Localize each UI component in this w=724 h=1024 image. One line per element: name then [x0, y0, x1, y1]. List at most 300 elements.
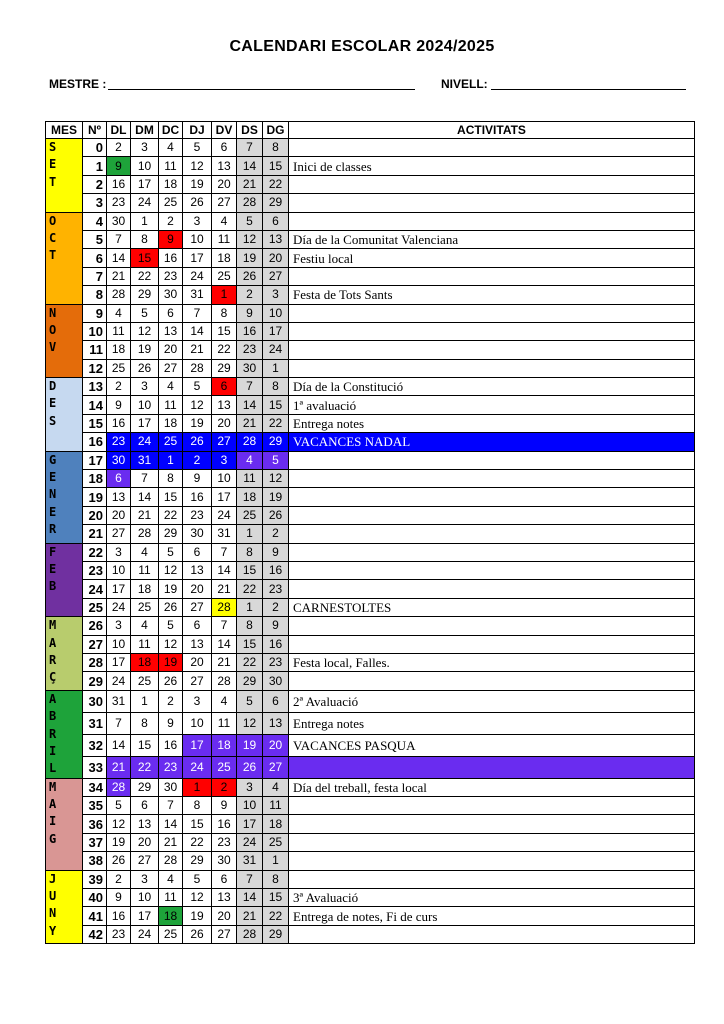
day-cell: 28	[131, 525, 159, 543]
day-cell: 30	[183, 525, 212, 543]
day-cell: 5	[107, 797, 131, 815]
day-cell: 7	[237, 139, 263, 157]
day-cell: 5	[159, 617, 183, 635]
activity-cell	[289, 561, 695, 579]
activity-cell	[289, 451, 695, 469]
day-cell: 6	[212, 139, 237, 157]
month-cell	[46, 870, 83, 944]
col-header: DS	[237, 122, 263, 139]
day-cell: 12	[183, 889, 212, 907]
day-cell: 16	[237, 322, 263, 340]
week-number: 18	[83, 470, 107, 488]
day-cell: 22	[237, 653, 263, 671]
activity-cell	[289, 194, 695, 212]
day-cell: 23	[263, 580, 289, 598]
day-cell: 26	[183, 194, 212, 212]
day-cell: 26	[237, 267, 263, 285]
day-cell: 15	[237, 635, 263, 653]
week-row	[46, 396, 695, 414]
day-cell: 3	[183, 690, 212, 712]
day-cell: 16	[263, 635, 289, 653]
week-number: 41	[83, 907, 107, 925]
day-cell: 15	[183, 815, 212, 833]
day-cell: 21	[107, 756, 131, 778]
day-cell: 22	[237, 580, 263, 598]
day-cell: 19	[183, 175, 212, 193]
day-cell: 2	[263, 598, 289, 616]
day-cell: 5	[183, 870, 212, 888]
week-row	[46, 175, 695, 193]
day-cell: 17	[212, 488, 237, 506]
week-row	[46, 907, 695, 925]
day-cell: 6	[183, 543, 212, 561]
activity-cell	[289, 797, 695, 815]
day-cell: 17	[131, 175, 159, 193]
month-letter: R	[49, 652, 57, 667]
day-cell: 29	[263, 925, 289, 943]
month-letter: S	[49, 413, 57, 428]
day-cell: 28	[212, 672, 237, 690]
day-cell: 26	[131, 359, 159, 377]
day-cell: 18	[237, 488, 263, 506]
activity-cell: Entrega notes	[289, 414, 695, 432]
day-cell: 9	[183, 470, 212, 488]
nivell-field[interactable]	[491, 89, 686, 90]
week-number: 20	[83, 506, 107, 524]
week-row	[46, 598, 695, 616]
day-cell: 23	[107, 925, 131, 943]
mestre-field[interactable]	[108, 89, 415, 90]
day-cell: 7	[183, 304, 212, 322]
day-cell: 19	[237, 249, 263, 267]
day-cell: 13	[131, 815, 159, 833]
day-cell: 22	[263, 907, 289, 925]
day-cell: 13	[183, 561, 212, 579]
day-cell: 6	[131, 797, 159, 815]
activity-cell	[289, 580, 695, 598]
day-cell: 27	[183, 598, 212, 616]
day-cell: 31	[212, 525, 237, 543]
day-cell: 5	[237, 212, 263, 230]
week-number: 15	[83, 414, 107, 432]
day-cell: 4	[159, 870, 183, 888]
day-cell: 9	[107, 396, 131, 414]
mestre-label: MESTRE :	[49, 77, 107, 91]
day-cell: 24	[131, 433, 159, 451]
activity-cell	[289, 139, 695, 157]
month-letter: E	[49, 504, 57, 519]
day-cell: 4	[159, 139, 183, 157]
day-cell: 21	[212, 580, 237, 598]
day-cell: 27	[263, 267, 289, 285]
calendar-table	[45, 121, 695, 944]
day-cell: 3	[212, 451, 237, 469]
day-cell: 6	[159, 304, 183, 322]
day-cell: 17	[131, 414, 159, 432]
day-cell: 3	[107, 617, 131, 635]
day-cell: 10	[131, 396, 159, 414]
day-cell: 11	[159, 889, 183, 907]
week-number: 42	[83, 925, 107, 943]
day-cell: 1	[159, 451, 183, 469]
day-cell: 30	[159, 778, 183, 796]
col-header: Nº	[83, 122, 107, 139]
activity-cell	[289, 525, 695, 543]
activity-cell	[289, 543, 695, 561]
week-number: 33	[83, 756, 107, 778]
activity-cell: 3ª Avaluació	[289, 889, 695, 907]
day-cell: 1	[131, 690, 159, 712]
month-letter: G	[49, 452, 57, 467]
week-number: 24	[83, 580, 107, 598]
week-row	[46, 815, 695, 833]
day-cell: 19	[159, 653, 183, 671]
day-cell: 7	[107, 712, 131, 734]
day-cell: 16	[183, 488, 212, 506]
day-cell: 5	[131, 304, 159, 322]
day-cell: 30	[263, 672, 289, 690]
activity-cell	[289, 267, 695, 285]
day-cell: 20	[107, 506, 131, 524]
day-cell: 20	[159, 341, 183, 359]
activity-cell	[289, 175, 695, 193]
day-cell: 11	[107, 322, 131, 340]
month-letter: D	[49, 379, 57, 394]
day-cell: 11	[212, 230, 237, 248]
day-cell: 24	[183, 756, 212, 778]
week-row	[46, 833, 695, 851]
week-row	[46, 212, 695, 230]
day-cell: 19	[183, 414, 212, 432]
activity-cell	[289, 756, 695, 778]
day-cell: 10	[212, 470, 237, 488]
day-cell: 18	[159, 414, 183, 432]
day-cell: 22	[159, 506, 183, 524]
day-cell: 9	[263, 617, 289, 635]
day-cell: 11	[131, 635, 159, 653]
day-cell: 4	[212, 690, 237, 712]
day-cell: 2	[237, 286, 263, 304]
activity-cell	[289, 341, 695, 359]
day-cell: 16	[107, 907, 131, 925]
week-row	[46, 525, 695, 543]
activity-cell: 2ª Avaluació	[289, 690, 695, 712]
week-row	[46, 889, 695, 907]
day-cell: 2	[212, 778, 237, 796]
activity-cell	[289, 617, 695, 635]
day-cell: 7	[212, 617, 237, 635]
day-cell: 7	[131, 470, 159, 488]
day-cell: 13	[212, 396, 237, 414]
day-cell: 7	[159, 797, 183, 815]
day-cell: 8	[263, 378, 289, 396]
day-cell: 18	[107, 341, 131, 359]
month-letter: G	[49, 831, 57, 846]
day-cell: 29	[183, 852, 212, 870]
day-cell: 24	[263, 341, 289, 359]
day-cell: 17	[237, 815, 263, 833]
day-cell: 31	[131, 451, 159, 469]
day-cell: 27	[131, 852, 159, 870]
week-row	[46, 378, 695, 396]
week-number: 2	[83, 175, 107, 193]
week-number: 9	[83, 304, 107, 322]
week-number: 6	[83, 249, 107, 267]
day-cell: 21	[159, 833, 183, 851]
day-cell: 23	[159, 267, 183, 285]
month-cell	[46, 451, 83, 543]
day-cell: 24	[212, 506, 237, 524]
month-letter: E	[49, 396, 57, 411]
activity-cell	[289, 506, 695, 524]
day-cell: 16	[159, 249, 183, 267]
month-letter: A	[49, 691, 57, 706]
activity-cell	[289, 470, 695, 488]
month-cell	[46, 617, 83, 691]
day-cell: 23	[263, 653, 289, 671]
day-cell: 31	[237, 852, 263, 870]
week-row	[46, 690, 695, 712]
day-cell: 19	[183, 907, 212, 925]
day-cell: 9	[107, 889, 131, 907]
day-cell: 23	[237, 341, 263, 359]
day-cell: 4	[107, 304, 131, 322]
activity-cell: VACANCES PASQUA	[289, 734, 695, 756]
day-cell: 22	[131, 756, 159, 778]
day-cell: 4	[131, 617, 159, 635]
week-number: 16	[83, 433, 107, 451]
week-row	[46, 414, 695, 432]
day-cell: 7	[107, 230, 131, 248]
day-cell: 9	[159, 230, 183, 248]
day-cell: 27	[107, 525, 131, 543]
day-cell: 4	[237, 451, 263, 469]
day-cell: 6	[263, 212, 289, 230]
day-cell: 10	[183, 230, 212, 248]
day-cell: 21	[237, 907, 263, 925]
month-letter: F	[49, 544, 57, 559]
week-number: 22	[83, 543, 107, 561]
day-cell: 8	[263, 870, 289, 888]
activity-cell: Día de la Comunitat Valenciana	[289, 230, 695, 248]
day-cell: 8	[131, 712, 159, 734]
nivell-label: NIVELL:	[441, 77, 488, 91]
week-row	[46, 194, 695, 212]
month-cell	[46, 690, 83, 778]
week-row	[46, 267, 695, 285]
day-cell: 5	[159, 543, 183, 561]
week-row	[46, 734, 695, 756]
day-cell: 5	[183, 139, 212, 157]
day-cell: 21	[131, 506, 159, 524]
week-row	[46, 249, 695, 267]
day-cell: 1	[183, 778, 212, 796]
day-cell: 22	[263, 175, 289, 193]
day-cell: 14	[131, 488, 159, 506]
day-cell: 3	[131, 139, 159, 157]
day-cell: 2	[159, 690, 183, 712]
week-number: 13	[83, 378, 107, 396]
day-cell: 26	[159, 598, 183, 616]
week-row	[46, 230, 695, 248]
activity-cell: CARNESTOLTES	[289, 598, 695, 616]
day-cell: 15	[159, 488, 183, 506]
day-cell: 18	[263, 815, 289, 833]
day-cell: 4	[263, 778, 289, 796]
day-cell: 21	[237, 414, 263, 432]
day-cell: 12	[159, 635, 183, 653]
month-letter: N	[49, 906, 57, 921]
day-cell: 17	[263, 322, 289, 340]
day-cell: 25	[159, 433, 183, 451]
day-cell: 28	[237, 433, 263, 451]
day-cell: 22	[263, 414, 289, 432]
month-letter: E	[49, 157, 57, 172]
activity-cell	[289, 635, 695, 653]
day-cell: 25	[131, 598, 159, 616]
week-number: 27	[83, 635, 107, 653]
day-cell: 27	[212, 433, 237, 451]
day-cell: 22	[212, 341, 237, 359]
day-cell: 5	[263, 451, 289, 469]
day-cell: 12	[183, 157, 212, 175]
day-cell: 27	[212, 925, 237, 943]
day-cell: 20	[212, 414, 237, 432]
day-cell: 1	[237, 598, 263, 616]
day-cell: 15	[131, 734, 159, 756]
day-cell: 9	[107, 157, 131, 175]
day-cell: 31	[183, 286, 212, 304]
day-cell: 3	[131, 378, 159, 396]
week-row	[46, 506, 695, 524]
day-cell: 26	[237, 756, 263, 778]
day-cell: 2	[159, 212, 183, 230]
month-letter: S	[49, 140, 57, 154]
day-cell: 28	[237, 194, 263, 212]
activity-cell	[289, 359, 695, 377]
day-cell: 24	[131, 925, 159, 943]
day-cell: 18	[212, 734, 237, 756]
day-cell: 28	[107, 778, 131, 796]
day-cell: 1	[212, 286, 237, 304]
day-cell: 30	[107, 212, 131, 230]
day-cell: 20	[263, 249, 289, 267]
week-row	[46, 778, 695, 796]
day-cell: 12	[237, 230, 263, 248]
col-header: MES	[46, 122, 83, 139]
week-number: 35	[83, 797, 107, 815]
month-cell	[46, 212, 83, 304]
day-cell: 20	[263, 734, 289, 756]
day-cell: 19	[131, 341, 159, 359]
day-cell: 1	[237, 525, 263, 543]
day-cell: 15	[237, 561, 263, 579]
week-row	[46, 341, 695, 359]
day-cell: 26	[183, 433, 212, 451]
day-cell: 10	[107, 561, 131, 579]
day-cell: 16	[212, 815, 237, 833]
day-cell: 15	[263, 889, 289, 907]
day-cell: 6	[263, 690, 289, 712]
month-letter: M	[49, 779, 57, 794]
day-cell: 24	[183, 267, 212, 285]
month-letter: E	[49, 561, 57, 576]
week-number: 31	[83, 712, 107, 734]
activity-cell	[289, 304, 695, 322]
day-cell: 13	[263, 230, 289, 248]
day-cell: 3	[131, 870, 159, 888]
month-letter: B	[49, 579, 57, 594]
week-row	[46, 322, 695, 340]
week-number: 1	[83, 157, 107, 175]
day-cell: 6	[212, 870, 237, 888]
month-letter: U	[49, 889, 57, 904]
day-cell: 21	[183, 341, 212, 359]
activity-cell: Festa local, Falles.	[289, 653, 695, 671]
week-number: 12	[83, 359, 107, 377]
day-cell: 26	[263, 506, 289, 524]
day-cell: 23	[212, 833, 237, 851]
week-row	[46, 617, 695, 635]
day-cell: 21	[237, 175, 263, 193]
day-cell: 27	[212, 194, 237, 212]
activity-cell: Festiu local	[289, 249, 695, 267]
week-row	[46, 157, 695, 175]
day-cell: 15	[131, 249, 159, 267]
month-letter: L	[49, 761, 57, 776]
week-row	[46, 635, 695, 653]
day-cell: 2	[107, 870, 131, 888]
day-cell: 14	[237, 396, 263, 414]
day-cell: 10	[131, 889, 159, 907]
day-cell: 25	[107, 359, 131, 377]
day-cell: 18	[131, 580, 159, 598]
month-letter: M	[49, 618, 57, 633]
month-letter: B	[49, 709, 57, 724]
day-cell: 17	[107, 653, 131, 671]
month-letter: N	[49, 305, 57, 320]
day-cell: 29	[131, 286, 159, 304]
col-header: DG	[263, 122, 289, 139]
day-cell: 18	[159, 907, 183, 925]
week-number: 5	[83, 230, 107, 248]
day-cell: 6	[212, 378, 237, 396]
week-row	[46, 543, 695, 561]
day-cell: 3	[183, 212, 212, 230]
day-cell: 18	[131, 653, 159, 671]
day-cell: 9	[212, 797, 237, 815]
day-cell: 13	[159, 322, 183, 340]
day-cell: 14	[237, 889, 263, 907]
activity-cell	[289, 322, 695, 340]
month-letter: T	[49, 174, 57, 189]
month-cell	[46, 543, 83, 617]
day-cell: 21	[212, 653, 237, 671]
month-letter: R	[49, 522, 57, 537]
week-row	[46, 488, 695, 506]
week-row	[46, 359, 695, 377]
day-cell: 6	[183, 617, 212, 635]
day-cell: 28	[159, 852, 183, 870]
day-cell: 2	[107, 139, 131, 157]
day-cell: 16	[159, 734, 183, 756]
day-cell: 24	[237, 833, 263, 851]
day-cell: 22	[131, 267, 159, 285]
day-cell: 14	[183, 322, 212, 340]
day-cell: 11	[159, 396, 183, 414]
day-cell: 1	[263, 852, 289, 870]
day-cell: 14	[107, 249, 131, 267]
